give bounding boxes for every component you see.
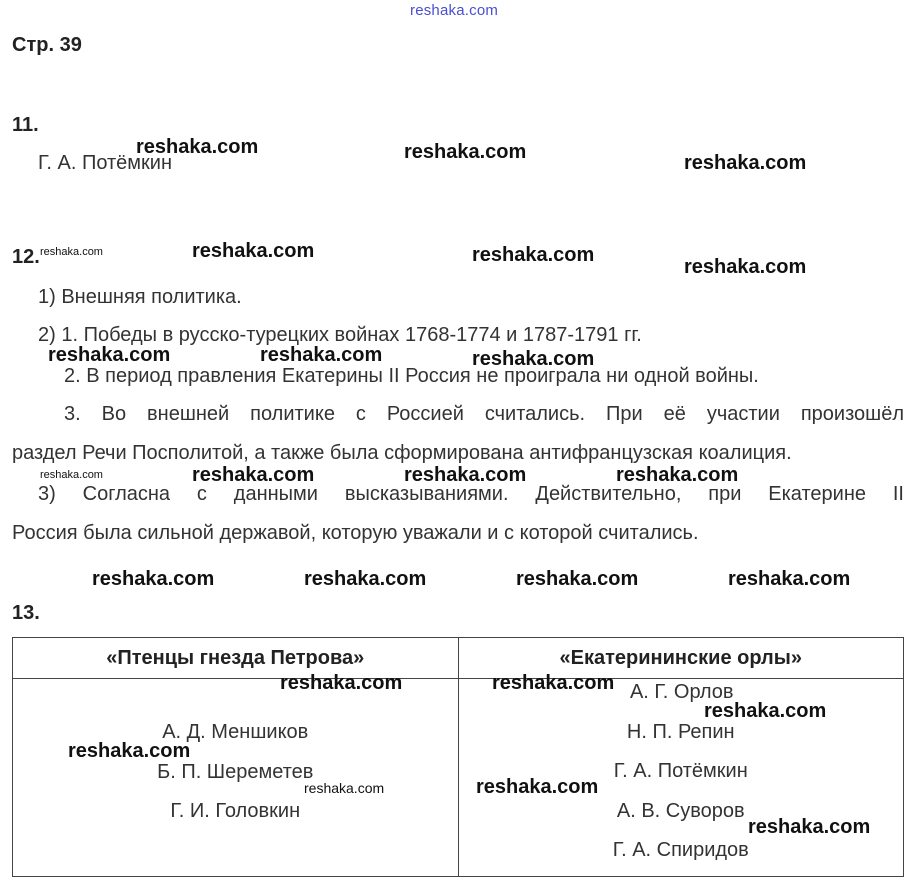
watermark: reshaka.com — [492, 672, 615, 694]
question-12-line-1: 1) Внешняя политика. — [38, 286, 242, 308]
table-header-catherine: «Екатерининские орлы» — [458, 638, 904, 679]
comparison-table — [12, 637, 904, 877]
watermark: reshaka.com — [616, 464, 739, 486]
list-item: А. В. Суворов — [616, 799, 745, 822]
watermark: reshaka.com — [136, 136, 259, 158]
question-12-line-5b: Россия была сильной державой, которую уважали и с которой считались. — [12, 522, 699, 544]
watermark: reshaka.com — [404, 141, 527, 163]
watermark-small: reshaka.com — [304, 780, 385, 796]
table-cell-catherine — [458, 679, 904, 877]
watermark: reshaka.com — [304, 568, 427, 590]
watermark: reshaka.com — [728, 568, 851, 590]
page-label: Стр. 39 — [12, 34, 82, 56]
list-item: Н. П. Репин — [626, 720, 735, 743]
watermark: reshaka.com — [704, 700, 827, 722]
list-item: Г. А. Спиридов — [612, 839, 749, 861]
watermark: reshaka.com — [260, 344, 383, 366]
question-11-answer: Г. А. Потёмкин — [38, 152, 173, 174]
question-12-line-4a: 3. Во внешней политике с Россией считались. При её участии произошёл — [64, 403, 904, 425]
watermark: reshaka.com — [280, 672, 403, 694]
site-header-link[interactable]: reshaka.com — [410, 2, 499, 19]
watermark: reshaka.com — [748, 816, 871, 838]
watermark: reshaka.com — [404, 464, 527, 486]
peter-associates-list — [13, 713, 458, 832]
watermark: reshaka.com — [68, 740, 191, 762]
watermark-small: reshaka.com — [40, 469, 103, 481]
watermark: reshaka.com — [472, 348, 595, 370]
table-cell-peter — [13, 679, 459, 877]
watermark: reshaka.com — [476, 776, 599, 798]
question-12-line-3: 2. В период правления Екатерины II Россия не проиграла ни одной войны. — [64, 365, 759, 387]
question-12-number: 12. — [12, 246, 40, 268]
list-item: А. Г. Орлов — [629, 681, 734, 703]
watermark: reshaka.com — [472, 244, 595, 266]
watermark: reshaka.com — [192, 240, 315, 262]
watermark: reshaka.com — [48, 344, 171, 366]
question-11-number: 11. — [12, 114, 39, 136]
watermark: reshaka.com — [684, 256, 807, 278]
question-12-line-4b: раздел Речи Посполитой, а также была сформирована антифранцузская коалиция. — [12, 442, 792, 464]
watermark: reshaka.com — [92, 568, 215, 590]
question-13-number: 13. — [12, 602, 40, 624]
watermark-small: reshaka.com — [40, 246, 103, 258]
question-12-line-5a: 3) Согласна с данными высказываниями. Действительно, при Екатерине II — [38, 483, 904, 505]
list-item: Г. А. Потёмкин — [613, 760, 748, 782]
watermark: reshaka.com — [192, 464, 315, 486]
table-header-peter: «Птенцы гнезда Петрова» — [13, 638, 459, 679]
question-12-line-2: 2) 1. Победы в русско-турецких войнах 1768-1774 и 1787-1791 гг. — [38, 324, 642, 346]
list-item: Г. И. Головкин — [170, 800, 301, 822]
list-item: А. Д. Меншиков — [162, 721, 309, 743]
watermark: reshaka.com — [516, 568, 639, 590]
watermark: reshaka.com — [684, 152, 807, 174]
catherine-associates-list — [459, 673, 904, 871]
list-item: Б. П. Шереметев — [157, 760, 314, 783]
